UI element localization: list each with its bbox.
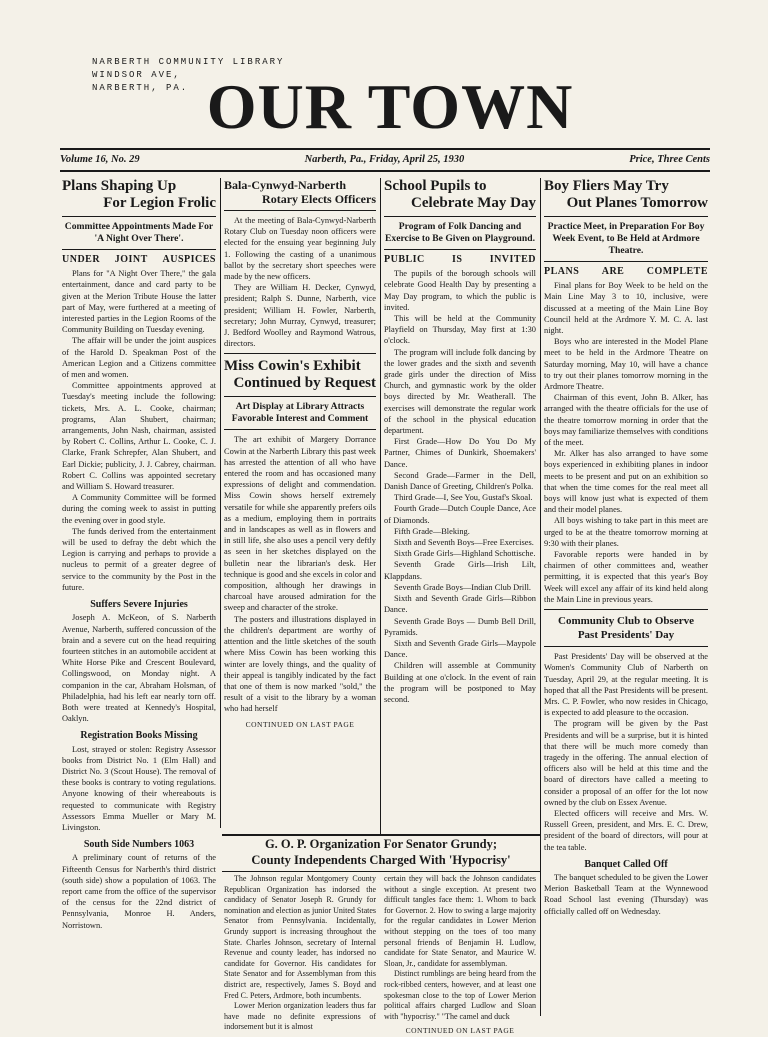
- paragraph: The funds derived from the entertainment will be used to defray the debt which the Legion is carrying and perhaps to provide a nucleus to permit of a greater degree of service to the community by the Post in the future.: [62, 526, 216, 592]
- paragraph: Children will assemble at Community Building at one o'clock. In the event of rain the program will be postponed to May second.: [384, 661, 536, 704]
- headline-line: G. O. P. Organization For Senator Grundy;: [264, 837, 498, 851]
- paragraph: Past Presidents' Day will be observed at the Women's Community Club of Narberth on Tuesday, April 29, at the regular meeting. It is hoped that all the Past Presidents will be present. Mrs. C. P. Fowler, who now resides in Chicago, is expected to add pleasure to the occasion.: [544, 652, 708, 718]
- paragraph: Sixth Grade Girls—Highland Schottische.: [394, 549, 536, 559]
- paragraph: At the meeting of Bala-Cynwyd-Narberth Rotary Club on Tuesday noon officers were elected for the ensuing year beginning July 1. Following the casting of a unanimous ballot by the secretary short speeches were made by the new officers.: [224, 216, 376, 282]
- headline-line: Plans Shaping Up: [62, 178, 177, 194]
- mailing-line: WINDSOR AVE,: [92, 70, 181, 80]
- minor-headline: Banquet Called Off: [584, 858, 668, 870]
- paragraph: First Grade—How Do You Do My Partner, Chimes of Dunkirk, Shoemakers' Dance.: [384, 437, 536, 469]
- place-date: Narberth, Pa., Friday, April 25, 1930: [304, 154, 465, 165]
- headline-may-day: [384, 178, 536, 212]
- continued-note: CONTINUED ON LAST PAGE: [245, 719, 355, 729]
- paragraph: The art exhibit of Margery Dorrance Cowin at the Narberth Library this past week has arrested the attention of all who have entered the room and has occasioned many expressions of delight and commendation. Miss Cowin shows herself extremely versatile for while she apparently prefers oils as a medium, employing them in portraits and in landscapes as well as in flowers and in still life, she also uses a pencil very deftly as seen in her sketches displayed on the bulletin near the librarian's desk. Her technique is good and she excels in color and composition, although her drawings in charcoal have aroused admiration for the sweep and character of the stroke.: [224, 435, 376, 613]
- paragraph: Joseph A. McKeon, of S. Narberth Avenue, Narberth, suffered concussion of the brain and a severe cut on the head requiring fourteen stitches in an automobile accident at White Horse Pike and Crescent Boulevard, Collingswood, on Monday night. A companion in the car, Abraham Holsman, of Philadelphia, had his left ear nearly torn off. Both were treated at Kennedy's Hospital, Oaklyn.: [62, 613, 216, 724]
- paragraph: The affair will be under the joint auspices of the Harold D. Speakman Post of the American Legion and a Citizens committee of men and women.: [62, 336, 216, 380]
- caps-line: PLANS ARE COMPLETE: [544, 266, 708, 277]
- paragraph: Boys who are interested in the Model Plane meet to be held in the Ardmore Theatre on Saturday morning, May 10, will have a chance to try out their planes tomorrow morning in the Ardmore Theatre.: [544, 337, 708, 392]
- headline-line: Rotary Elects Officers: [262, 192, 376, 206]
- paragraph: Chairman of this event, John B. Alker, has arranged with the theatre officials for the use of the theatre tomorrow morning in order that the boys may familiarize themselves with conditions of the meet.: [544, 393, 708, 448]
- headline-line: School Pupils to: [384, 178, 487, 194]
- paragraph: All boys wishing to take part in this meet are urged to be at the theatre tomorrow morning at 9:30 with their planes.: [544, 516, 708, 548]
- paragraph: Third Grade—I, See You, Gustaf's Skoal.: [394, 493, 533, 503]
- headline-line: Bala-Cynwyd-Narberth: [224, 178, 346, 192]
- gop-col-b: [384, 874, 536, 1037]
- price: Price, Three Cents: [629, 154, 710, 165]
- paragraph: Sixth and Seventh Grade Girls—Maypole Dance.: [384, 638, 536, 660]
- gop-sub-rule: [222, 871, 540, 872]
- paragraph: Sixth and Seventh Boys—Free Exercises.: [394, 538, 534, 548]
- headline-rotary: [224, 178, 376, 206]
- paragraph: A Community Committee will be formed during the coming week to assist in putting the evening over in good style.: [62, 493, 216, 525]
- mailing-line: NARBERTH, PA.: [92, 83, 189, 93]
- headline-line: Celebrate May Day: [411, 195, 536, 211]
- paragraph: Mr. Alker has also arranged to have some boys experienced in exhibiting planes in indoor meets to be present and put on an exhibition so that when the time comes for the real meet all boys will know just what is expected of them and their model planes.: [544, 449, 708, 515]
- dateline-rule: [60, 170, 710, 172]
- paragraph: Lower Merion organization leaders thus far have made no definite expressions of indorsement but it is almost: [224, 1001, 376, 1032]
- masthead: OUR TOWN: [206, 71, 574, 142]
- paragraph: certain they will back the Johnson candidates without a single exception. At present two difficult tangles face them: 1. Whom to back for Governor. 2. How to swing a large majority for the regular candidates in Lower Merion without stepping on the toes of too many personal friends of Benjamin H. Ludlow, candidate for State Senator, and Maurice W. Sloan, Jr., candidate for assemblyman.: [384, 874, 536, 968]
- headline-line: Miss Cowin's Exhibit: [224, 358, 361, 375]
- paragraph: Lost, strayed or stolen: Registry Assessor books from District No. 1 (Elm Hall) and District No. 3 (Scout House). The removal of these books is contrary to voting regulations. Anyone knowing of their whereabouts is requested to communicate with Registry Assessors Emma Mueller or Mary M. Livingston.: [62, 744, 216, 832]
- headline-cowin: [224, 358, 376, 392]
- headline-line: Past Presidents' Day: [577, 629, 675, 642]
- column-may-day: [384, 178, 536, 705]
- paragraph: A preliminary count of returns of the Fifteenth Census for Narberth's third district (south side) show a population of 1063. The report came from the office of the supervisor of the census for the 22nd district of Pennsylvania, Monroe H. Anders, Norristown.: [62, 853, 216, 930]
- paragraph: The program will include folk dancing by the lower grades and the sixth and seventh grade girls under the direction of Miss Church, and gymnastic work by the older boys directed by Mr. Weatherall. The exercises will demonstrate the regular work of the school in the physical education department.: [384, 347, 536, 436]
- paragraph: Seventh Grade Girls—Irish Lilt, Klappdans.: [384, 560, 536, 581]
- column-rotary: [224, 178, 376, 730]
- paragraph: The posters and illustrations displayed in the children's department are worthy of attention and the little sketches of the south where Miss Cowin has been working this winter are lovely things, and the quality of their appeal is tangibly indicated by the fact that one of them is now marked "sold," the result of a visit to the library by a woman who had herself: [224, 614, 376, 714]
- paragraph: Committee appointments approved at Tuesday's meeting include the following: tickets, Mrs. A. L. Cooke, chairman; programs, Alan Shubert, chairman; arrangements, John Nash, chairman, assisted by Robert C. Collins, Arthur L. Cooke, C. J. Clarke, Frank Schrepfer, Alan Shubert, and Earl Dickie; publicity, J. J. Cabrey, chairman. Robert C. Collins was appointed secretary and William S. Howard treasurer.: [62, 381, 216, 492]
- minor-headline: Registration Books Missing: [80, 730, 198, 742]
- headline-gop: [224, 836, 538, 868]
- paragraph: Seventh Grade Boys—Indian Club Drill.: [394, 582, 532, 592]
- headline-line: For Legion Frolic: [103, 195, 216, 211]
- caps-line: UNDER JOINT AUSPICES: [62, 254, 216, 265]
- paragraph: Plans for "A Night Over There," the gala entertainment, dance and card party to be given at the Merion Tribute House the latter part of May, were furthered at a meeting of interested parties in the Legion Rooms of the Community Building on Tuesday evening.: [62, 269, 216, 335]
- paragraph: Fourth Grade—Dutch Couple Dance, Ace of Diamonds.: [384, 504, 536, 525]
- paragraph: Favorable reports were handed in by chairmen of other committees and, weather permitting, it is expected that this year's Boy Week will excel any affair of its kind held along the Main Line in previous years.: [544, 550, 708, 604]
- paragraph: Second Grade—Farmer in the Dell, Danish Dance of Greeting, Children's Polka.: [384, 470, 536, 492]
- paragraph: The Johnson regular Montgomery County Republican Organization has indorsed the candidacy of Senator Joseph R. Grundy for nomination and election as junior United States Senator from Pennsylvania. Incidentally, Grundy support is increasing throughout the State. Charles Johnson, secretary of Internal Revenue and county leader, has indorsed no candidate for Governor. His candidates for State Senator and for Assemblyman from this district are, respectively, James S. Boyd and Fred C. Peters, Ardmore, both incumbents.: [224, 874, 376, 1000]
- subhead: Committee Appointments Made For 'A Night Over There'.: [64, 221, 214, 244]
- minor-headline: Suffers Severe Injuries: [90, 599, 188, 611]
- headline-line: Community Club to Observe: [558, 615, 694, 628]
- paragraph: The pupils of the borough schools will celebrate Good Health Day by presenting a May Day program, to which the public is invited.: [384, 269, 536, 312]
- headline-boy-fliers: [544, 178, 708, 212]
- paragraph: This will be held at the Community Playfield on Thursday, May first at 1:30 o'clock.: [384, 314, 536, 346]
- subhead: Program of Folk Dancing and Exercise to Be Given on Playground.: [385, 221, 535, 244]
- headline-community-club: [544, 614, 708, 642]
- column-divider: [380, 178, 381, 836]
- gop-col-a: [224, 874, 376, 1033]
- top-rule: [60, 148, 710, 150]
- continued-note: CONTINUED ON LAST PAGE: [405, 1026, 515, 1036]
- paragraph: Elected officers will receive and Mrs. W. Russell Green, president, and Mrs. E. C. Drew, president of the board of directors, will pour at the tea table.: [544, 808, 708, 852]
- paragraph: Seventh Grade Boys — Dumb Bell Drill, Pyramids.: [384, 616, 536, 637]
- paragraph: Sixth and Seventh Grade Girls—Ribbon Dance.: [384, 594, 536, 615]
- headline-legion: [62, 178, 216, 212]
- paragraph: They are William H. Decker, Cynwyd, president; Ralph S. Dunne, Narberth, vice president; William H. Fowler, Narberth, secretary; John Murray, Cynwyd, treasurer; J. Bedford Woolley and Raymond Watrous, directors.: [224, 283, 376, 349]
- paragraph: The program will be given by the Past Presidents and will be a surprise, but it is hinted that there will be much more comedy than tragedy in the offering. The annual election of officers also will be held at this time and the board of directors have called a meeting to consider a proposal of an offer for the lot now owned by the club on Essex Avenue.: [544, 719, 708, 807]
- volume: Volume 16, No. 29: [60, 154, 140, 165]
- subhead: Art Display at Library Attracts Favorable Interest and Comment: [231, 401, 369, 425]
- dateline: [60, 154, 710, 165]
- headline-line: Out Planes Tomorrow: [566, 195, 708, 211]
- paragraph: Distinct rumblings are being heard from the rock-ribbed centers, however, and at least one spokesman close to the top of Lower Merion political affairs charged Ludlow and Sloan with "hypocrisy." "The camel and duck: [384, 969, 536, 1021]
- mailing-line: NARBERTH COMMUNITY LIBRARY: [92, 57, 285, 67]
- minor-headline: South Side Numbers 1063: [83, 839, 195, 851]
- column-divider: [540, 178, 541, 1016]
- paragraph: The banquet scheduled to be given the Lower Merion Basketball Team at the Wynnewood Road School last evening (Thursday) was officially called off on Wednesday.: [544, 872, 708, 916]
- subhead: Practice Meet, in Preparation For Boy Week Event, to Be Held at Ardmore Theatre.: [547, 221, 705, 256]
- headline-line: Boy Fliers May Try: [544, 178, 669, 194]
- column-divider: [220, 178, 221, 828]
- column-boy-fliers: [544, 178, 708, 917]
- column-legion: [62, 178, 216, 931]
- headline-line: County Independents Charged With 'Hypocrisy': [251, 853, 511, 867]
- caps-line: PUBLIC IS INVITED: [384, 254, 536, 265]
- paragraph: Fifth Grade—Bleking.: [394, 526, 470, 536]
- paragraph: Final plans for Boy Week to be held on the Main Line May 3 to 10, inclusive, were discussed at a meeting of the Main Line Boy Council held at the Ardmore Y. M. C. A. last night.: [544, 281, 708, 336]
- headline-line: Continued by Request: [233, 375, 376, 392]
